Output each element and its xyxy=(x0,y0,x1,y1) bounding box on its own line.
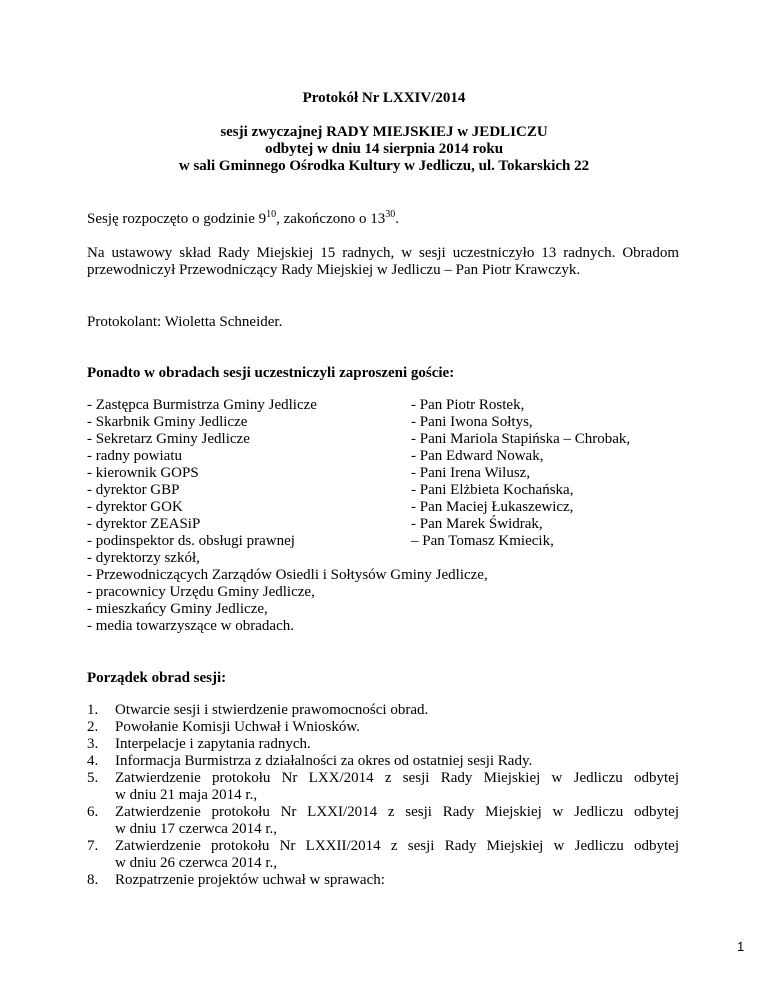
agenda-item-number: 5. xyxy=(87,770,99,786)
start-time-minutes: 10 xyxy=(266,209,277,220)
guest-name: - Pani Mariola Stapińska – Chrobak, xyxy=(411,431,631,447)
agenda-item-continuation: w dniu 26 czerwca 2014 r., xyxy=(115,855,278,871)
end-time-minutes: 30 xyxy=(385,209,396,220)
agenda-item: Interpelacje i zapytania radnych. xyxy=(115,736,311,752)
agenda-item: Zatwierdzenie protokołu Nr LXX/2014 z sesji Rady Miejskiej w Jedliczu odbytej xyxy=(115,770,679,786)
session-time xyxy=(87,211,399,228)
guests-heading: Ponadto w obradach sesji uczestniczyli zaproszeni goście: xyxy=(87,365,455,381)
composition-line1: Na ustawowy skład Rady Miejskiej 15 radnych, w sesji uczestniczyło 13 radnych. Obradom xyxy=(87,245,679,261)
agenda-item-number: 3. xyxy=(87,736,99,752)
agenda-item-number: 4. xyxy=(87,753,99,769)
guest-role: - podinspektor ds. obsługi prawnej xyxy=(87,533,295,549)
guest-name: - Pan Edward Nowak, xyxy=(411,448,544,464)
agenda-item-number: 1. xyxy=(87,702,99,718)
guest-role: - dyrektor GOK xyxy=(87,499,183,515)
guest-role: - kierownik GOPS xyxy=(87,465,199,481)
protocolant: Protokolant: Wioletta Schneider. xyxy=(87,314,283,330)
guest-name: - Pan Maciej Łukaszewicz, xyxy=(411,499,574,515)
session-heading-line1: sesji zwyczajnej RADY MIEJSKIEJ w JEDLICZU xyxy=(220,124,548,140)
start-time-text: Sesję rozpoczęto o godzinie 9 xyxy=(87,211,267,227)
guest-role: - radny powiatu xyxy=(87,448,182,464)
session-heading-line3: w sali Gminnego Ośrodka Kultury w Jedliczu, ul. Tokarskich 22 xyxy=(178,158,590,174)
agenda-heading: Porządek obrad sesji: xyxy=(87,670,227,686)
agenda-item: Zatwierdzenie protokołu Nr LXXI/2014 z sesji Rady Miejskiej w Jedliczu odbytej xyxy=(115,804,679,820)
guest-other: - Przewodniczących Zarządów Osiedli i Sołtysów Gminy Jedlicze, xyxy=(87,567,488,583)
guest-role: - dyrektor ZEASiP xyxy=(87,516,201,532)
guest-name: - Pani Iwona Sołtys, xyxy=(411,414,533,430)
guest-other: - media towarzyszące w obradach. xyxy=(87,618,294,634)
guest-other: - dyrektorzy szkół, xyxy=(87,550,200,566)
agenda-item: Rozpatrzenie projektów uchwał w sprawach: xyxy=(115,872,385,888)
guest-role: - dyrektor GBP xyxy=(87,482,180,498)
end-time-text: , zakończono o 13 xyxy=(276,211,386,227)
guest-other: - pracownicy Urzędu Gminy Jedlicze, xyxy=(87,584,315,600)
agenda-item-number: 6. xyxy=(87,804,99,820)
agenda-item: Powołanie Komisji Uchwał i Wniosków. xyxy=(115,719,360,735)
agenda-item-number: 2. xyxy=(87,719,99,735)
guest-role: - Sekretarz Gminy Jedlicze xyxy=(87,431,250,447)
guest-name: – Pan Tomasz Kmiecik, xyxy=(411,533,554,549)
guest-name: - Pan Piotr Rostek, xyxy=(411,397,525,413)
guest-other: - mieszkańcy Gminy Jedlicze, xyxy=(87,601,268,617)
document-title: Protokół Nr LXXIV/2014 xyxy=(302,90,466,106)
agenda-item-number: 7. xyxy=(87,838,99,854)
guest-role: - Skarbnik Gminy Jedlicze xyxy=(87,414,248,430)
agenda-item-continuation: w dniu 21 maja 2014 r., xyxy=(115,787,258,803)
agenda-item: Zatwierdzenie protokołu Nr LXXII/2014 z sesji Rady Miejskiej w Jedliczu odbytej xyxy=(115,838,679,854)
composition-line2: przewodniczył Przewodniczący Rady Miejskiej w Jedliczu – Pan Piotr Krawczyk. xyxy=(87,262,581,278)
session-heading-line2: odbytej w dniu 14 sierpnia 2014 roku xyxy=(264,141,504,157)
agenda-item-continuation: w dniu 17 czerwca 2014 r., xyxy=(115,821,278,837)
page-number: 1 xyxy=(737,939,745,954)
guest-role: - Zastępca Burmistrza Gminy Jedlicze xyxy=(87,397,317,413)
guest-name: - Pan Marek Świdrak, xyxy=(411,516,543,532)
guest-name: - Pani Irena Wilusz, xyxy=(411,465,531,481)
end-time-suffix: . xyxy=(395,211,399,227)
guest-name: - Pani Elżbieta Kochańska, xyxy=(411,482,574,498)
agenda-item-number: 8. xyxy=(87,872,99,888)
agenda-item: Otwarcie sesji i stwierdzenie prawomocności obrad. xyxy=(115,702,429,718)
agenda-item: Informacja Burmistrza z działalności za okres od ostatniej sesji Rady. xyxy=(115,753,533,769)
